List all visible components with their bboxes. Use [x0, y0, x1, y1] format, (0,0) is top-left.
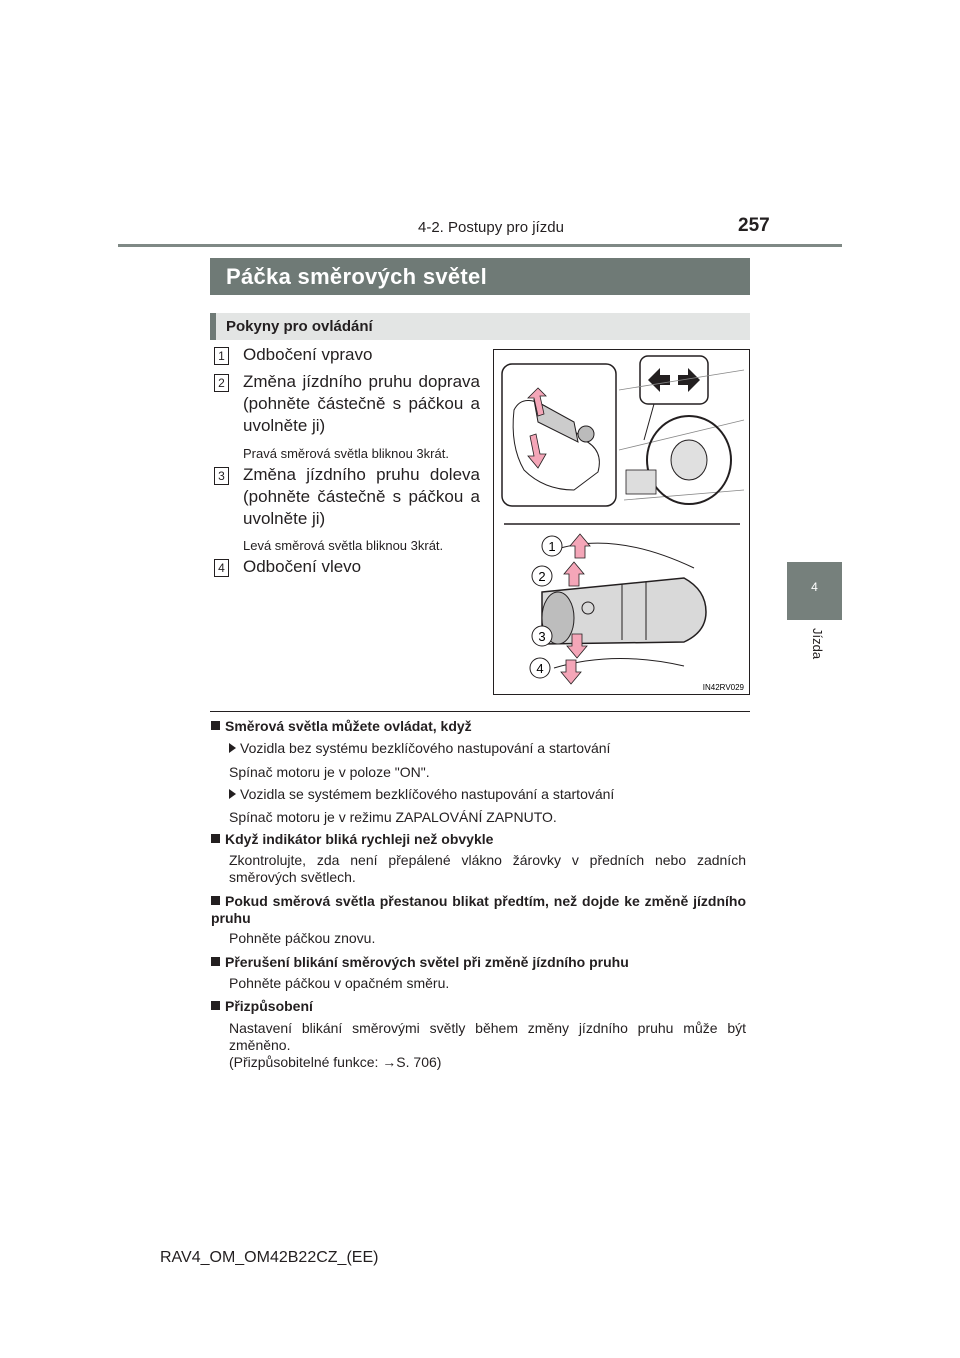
item-note: Pravá směrová světla bliknou 3krát.: [243, 446, 449, 461]
note-text: Pohněte páčkou znovu.: [229, 930, 376, 946]
note-text: Zkontrolujte, zda není přepálené vlákno žárovky v předních nebo zadních směrových světlech.: [229, 852, 746, 885]
note-bullet-text: Vozidla bez systému bezklíčového nastupování a startování: [240, 740, 611, 756]
note-text: Pohněte páčkou v opačném směru.: [229, 975, 450, 991]
triangle-bullet-icon: [229, 789, 236, 799]
turn-signal-figure: [493, 349, 750, 695]
note-text: Nastavení blikání směrovými světly během změny jízdního pruhu může být změněno.: [229, 1020, 746, 1053]
note-text: (Přizpůsobitelné funkce: →S. 706): [229, 1054, 442, 1070]
header-rule: [118, 244, 842, 247]
note-heading: [211, 998, 313, 1014]
figure-illustration: [494, 350, 749, 694]
callout-1: 1: [548, 539, 556, 554]
hand-inset: [502, 364, 616, 506]
chapter-label: [780, 628, 850, 668]
subheader-accent: [210, 313, 216, 340]
note-text: Spínač motoru je v poloze "ON".: [229, 764, 430, 780]
note-heading: [211, 893, 746, 927]
list-item: [214, 556, 480, 578]
chapter-label-text: Jízda: [810, 628, 825, 660]
note-bullet-text: Vozidla se systémem bezklíčového nastupování a startování: [240, 786, 615, 802]
list-item: [214, 371, 480, 437]
note-text: Spínač motoru je v režimu ZAPALOVÁNÍ ZAPNUTO.: [229, 809, 557, 825]
note-heading: [211, 954, 629, 970]
page-title: Páčka směrových světel: [210, 258, 750, 295]
item-text: Odbočení vlevo: [243, 557, 362, 576]
item-note: Levá směrová světla bliknou 3krát.: [243, 538, 444, 553]
callout-3: 3: [538, 629, 546, 644]
callout-4: 4: [536, 661, 544, 676]
item-number: 2: [214, 374, 229, 392]
note-heading: [211, 831, 493, 847]
note-heading-text: Když indikátor bliká rychleji než obvykle: [225, 831, 494, 847]
item-number: 1: [214, 347, 229, 365]
list-item: [214, 344, 480, 366]
section-title: 4-2. Postupy pro jízdu: [418, 219, 564, 236]
lever-closeup: [530, 534, 706, 684]
dashboard-view: [619, 356, 744, 504]
note-bullet: [229, 740, 610, 756]
item-number: 4: [214, 559, 229, 577]
subheader-text: Pokyny pro ovládání: [226, 318, 373, 335]
square-bullet-icon: [211, 721, 220, 730]
item-number: 3: [214, 467, 229, 485]
item-text: Změna jízdního pruhu doleva (pohněte částečně s páčkou a uvolněte ji): [243, 465, 480, 528]
square-bullet-icon: [211, 957, 220, 966]
list-item: [214, 464, 480, 530]
note-heading-text: Přizpůsobení: [225, 998, 313, 1014]
square-bullet-icon: [211, 896, 220, 905]
callout-2: 2: [538, 569, 546, 584]
note-bullet: [229, 786, 614, 802]
section-divider: [210, 711, 750, 712]
figure-code: IN42RV029: [702, 683, 744, 692]
note-heading: [211, 718, 472, 734]
subheader: [210, 313, 750, 340]
item-text: Změna jízdního pruhu doprava (pohněte částečně s páčkou a uvolněte ji): [243, 372, 480, 435]
document-code: RAV4_OM_OM42B22CZ_(EE): [160, 1249, 379, 1266]
page-number: 257: [738, 215, 770, 236]
note-heading-text: Směrová světla můžete ovládat, když: [225, 718, 472, 734]
square-bullet-icon: [211, 1001, 220, 1010]
note-heading-text: Přerušení blikání směrových světel při změně jízdního pruhu: [225, 954, 629, 970]
triangle-bullet-icon: [229, 743, 236, 753]
chapter-tab: 4: [787, 562, 842, 620]
note-heading-text: Pokud směrová světla přestanou blikat předtím, než dojde ke změně jízdního pruhu: [211, 893, 746, 926]
square-bullet-icon: [211, 834, 220, 843]
item-text: Odbočení vpravo: [243, 345, 373, 364]
